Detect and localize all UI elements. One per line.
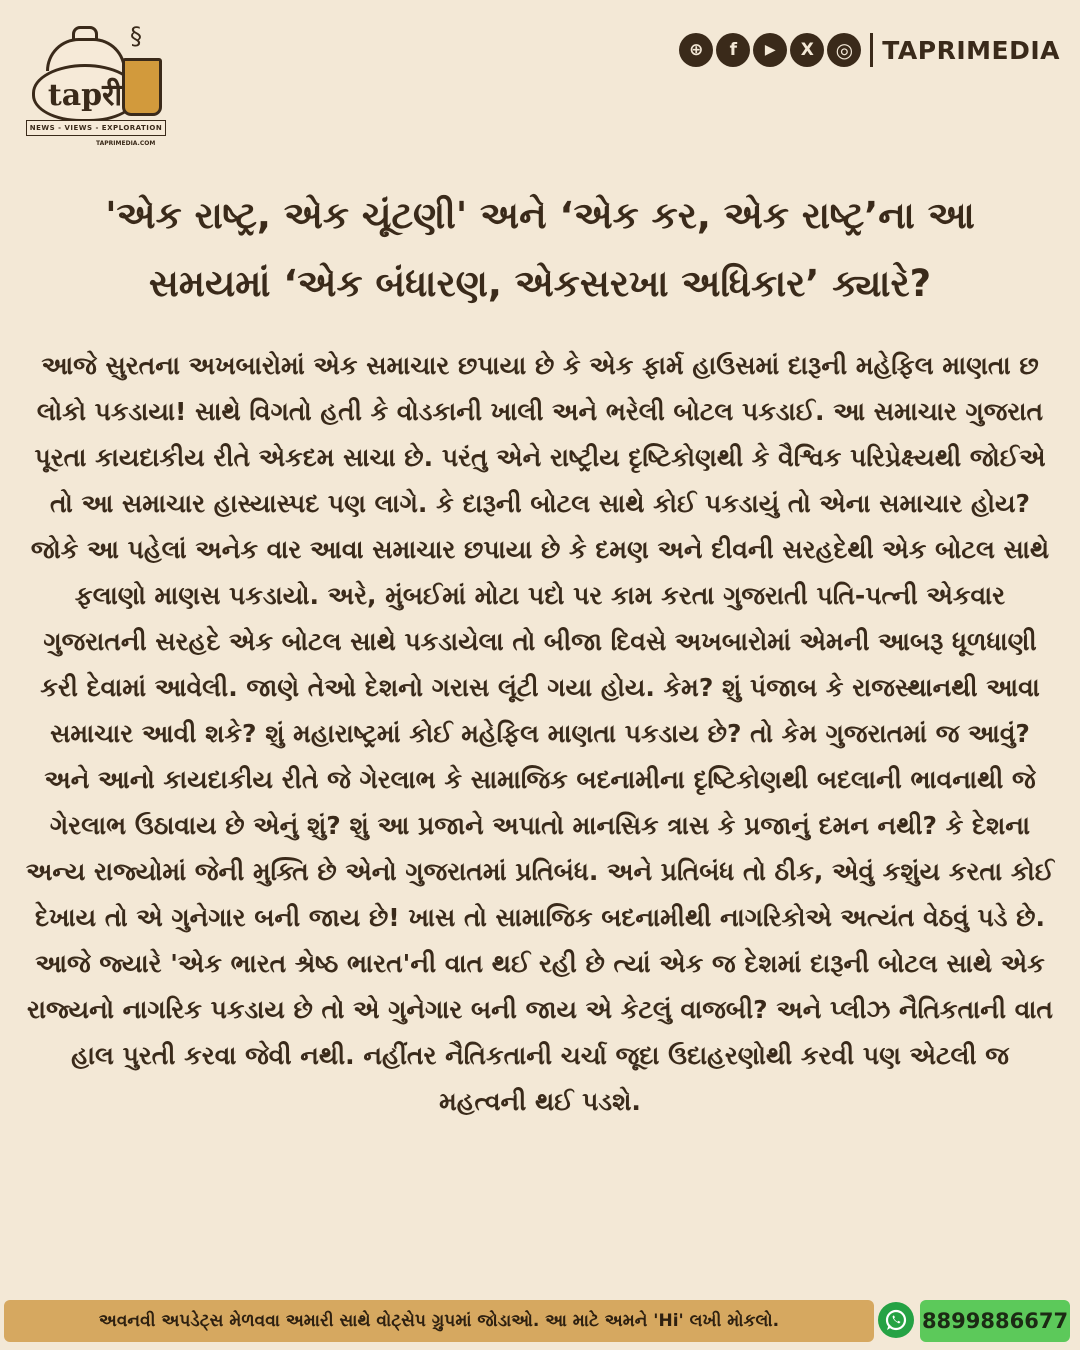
tapri-logo [22, 16, 172, 147]
instagram-icon[interactable]: ◎ [827, 33, 861, 67]
steam-icon: § [130, 22, 142, 50]
headline-line-2: સમયમાં ‘એક બંધારણ, એકસરખા અધિકાર’ ક્યારે? [148, 262, 932, 305]
social-bar [679, 30, 1060, 70]
footer-bar [0, 1296, 1080, 1346]
whatsapp-icon[interactable] [878, 1302, 914, 1338]
whatsapp-join-message: અવનવી અપડેટ્સ મેળવવા અમારી સાથે વોટ્સેપ ગ્રુપમાં જોડાઓ. આ માટે અમને 'Hi' લખી મોકલો. [4, 1300, 874, 1342]
whatsapp-phone-number[interactable]: 8899886677 [920, 1300, 1070, 1342]
brand-name: TAPRIMEDIA [882, 35, 1060, 65]
headline [20, 182, 1060, 318]
facebook-icon[interactable]: f [716, 33, 750, 67]
youtube-icon[interactable]: ▶ [753, 33, 787, 67]
social-divider [870, 33, 873, 67]
article-body: આજે સુરતના અખબારોમાં એક સમાચાર છપાયા છે કે એક ફાર્મ હાઉસમાં દારૂની મહેફિલ માણતા છ લોકો પકડાયા! સાથે વિગતો હતી કે વોડકાની ખાલી અને ભરેલી બોટલ પકડાઈ. આ સમાચાર ગુજરાત પૂરતા કાયદાકીય રીતે એકદમ સાચા છે. પરંતુ એને રાષ્ટ્રીય દૃષ્ટિકોણથી કે વૈશ્વિક પરિપ્રેક્ષ્યથી જોઈએ તો આ સમાચાર હાસ્યાસ્પદ પણ લાગે. કે દારૂની બોટલ સાથે કોઈ પકડાયું તો એના સમાચાર હોય? જોકે આ પહેલાં અનેક વાર આવા સમાચાર છપાયા છે કે દમણ અને દીવની સરહદેથી એક બોટલ સાથે ફલાણો માણસ પકડાયો. અરે, મુંબઈમાં મોટા પદો પર કામ કરતા ગુજરાતી પતિ-પત્ની એકવાર ગુજરાતની સરહદે એક બોટલ સાથે પકડાયેલા તો બીજા દિવસે અખબારોમાં એમની આબરૂ ધૂળધાણી કરી દેવામાં આવેલી. જાણે તેઓ દેશનો ગરાસ લૂંટી ગયા હોય. કેમ? શું પંજાબ કે રાજસ્થાનથી આવા સમાચાર આવી શકે? શું મહારાષ્ટ્રમાં કોઈ મહેફિલ માણતા પકડાય છે? તો કેમ ગુજરાતમાં જ આવું? અને આનો કાયદાકીય રીતે જે ગેરલાભ કે સામાજિક બદનામીના દૃષ્ટિકોણથી બદલાની ભાવનાથી જે ગેરલાભ ઉઠાવાય છે એનું શું? શું આ પ્રજાને અપાતો માનસિક ત્રાસ કે પ્રજાનું દમન નથી? કે દેશના અન્ય રાજ્યોમાં જેની મુક્તિ છે એનો ગુજરાતમાં પ્રતિબંધ. અને પ્રતિબંધ તો ઠીક, એવું કશુંય કરતા કોઈ દેખાય તો એ ગુનેગાર બની જાય છે! ખાસ તો સામાજિક બદનામીથી નાગરિકોએ અત્યંત વેઠવું પડે છે. આજે જ્યારે 'એક ભારત શ્રેષ્ઠ ભારત'ની વાત થઈ રહી છે ત્યાં એક જ દેશમાં દારૂની બોટલ સાથે એક રાજ્યનો નાગરિક પકડાય છે તો એ ગુનેગાર બની જાય એ કેટલું વાજબી? અને પ્લીઝ નૈતિકતાની વાત હાલ પુરતી કરવા જેવી નથી. નહીંતર નૈતિકતાની ચર્ચા જૂદા ઉદાહરણોથી કરવી પણ એટલી જ મહત્વની થઈ પડશે. [25, 351, 1055, 1116]
headline-line-1: 'એક રાષ્ટ્ર, એક ચૂંટણી' અને ‘એક કર, એક રાષ્ટ્ર’ના આ [105, 194, 975, 237]
globe-icon[interactable]: ⊕ [679, 33, 713, 67]
x-icon[interactable]: X [790, 33, 824, 67]
logo-url: TAPRIMEDIA.COM [96, 140, 156, 147]
tea-cup-icon [122, 58, 162, 116]
logo-tagline: NEWS - VIEWS - EXPLORATION [26, 120, 166, 136]
logo-name: tapरी [32, 64, 138, 122]
